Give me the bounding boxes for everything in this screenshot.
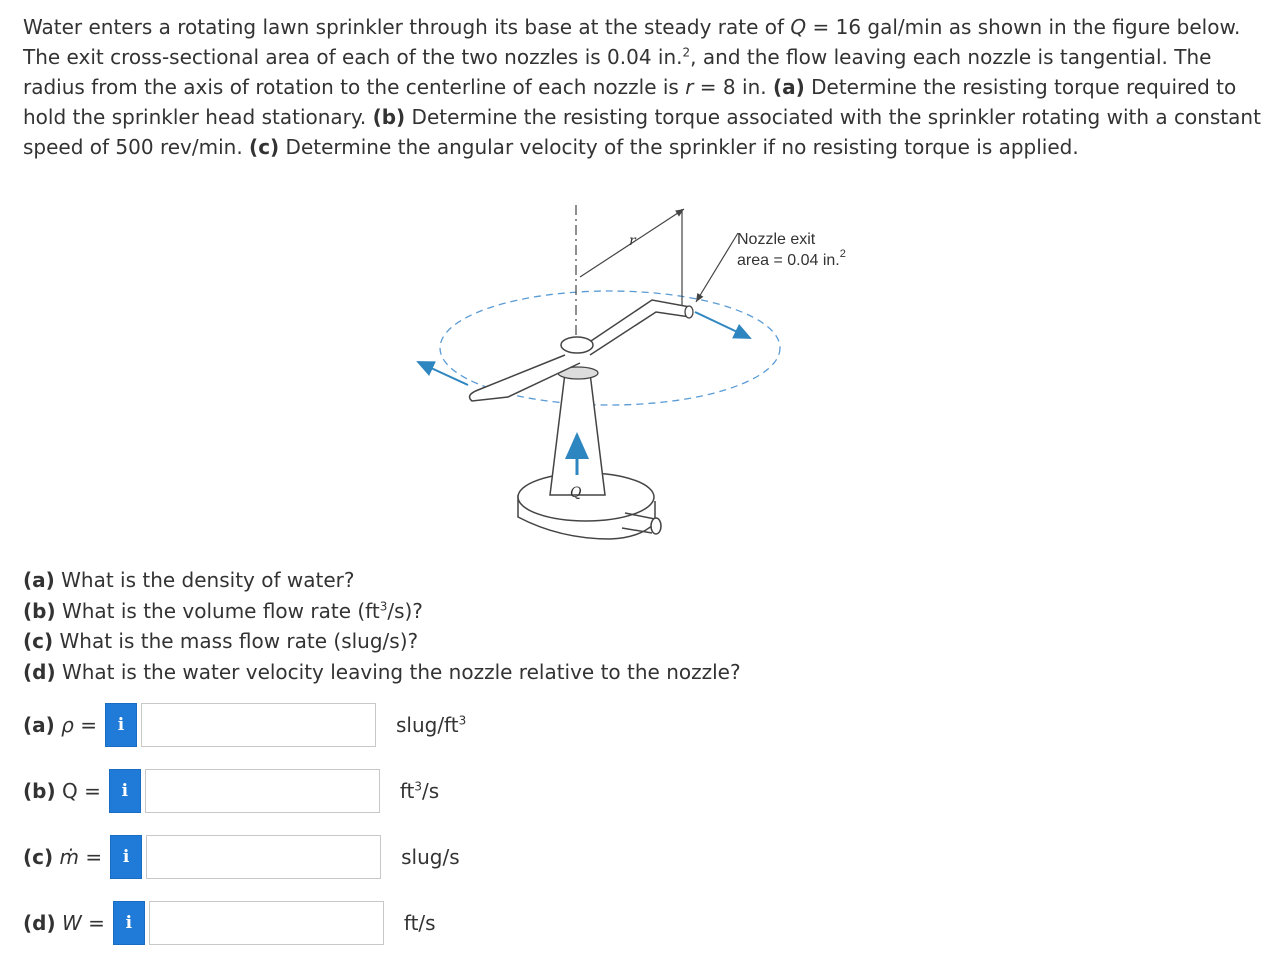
problem-text: Determine the angular velocity of the sprinkler if no resisting torque is applied. xyxy=(279,135,1079,159)
unit-c: slug/s xyxy=(401,845,460,869)
hose-inlet-end xyxy=(651,518,661,534)
part-b-tag: (b) xyxy=(372,105,406,129)
answer-label-b: (b) Q = xyxy=(23,779,101,803)
unit-d: ft/s xyxy=(403,911,436,935)
nozzle-callout-line2: area = 0.04 in.$^2$ xyxy=(737,248,846,269)
info-button-a[interactable]: i xyxy=(105,703,137,747)
problem-text: = 8 in. xyxy=(693,75,773,99)
problem-text: Water enters a rotating lawn sprinkler through its base at the steady rate of xyxy=(23,15,791,39)
sprinkler-hub xyxy=(561,337,593,353)
superscript: 2 xyxy=(682,45,691,60)
jet-arrow-right xyxy=(695,312,750,338)
problem-statement xyxy=(23,12,1263,162)
q-label: Q xyxy=(570,485,582,501)
nozzle-right xyxy=(685,306,693,318)
answer-label-a: (a) ρ = xyxy=(23,713,97,737)
question-a: (a) What is the density of water? xyxy=(23,568,355,592)
unit-a: slug/$ft^3$ xyxy=(395,713,467,737)
unit-b: $ft^3/s$ xyxy=(399,779,440,803)
jet-arrow-left xyxy=(418,362,468,385)
sprinkler-figure xyxy=(400,195,880,555)
info-button-c[interactable]: i xyxy=(110,835,142,879)
answer-label-d: (d) W = xyxy=(23,911,105,935)
answer-row-a xyxy=(23,703,466,747)
problem-text: = 16 gal/min as shown in the figure below. The exit cross-sectional area of each of the two nozzles is 0.04 in. xyxy=(23,15,1241,69)
info-button-b[interactable]: i xyxy=(109,769,141,813)
r-symbol: r xyxy=(685,75,694,99)
answer-row-d xyxy=(23,901,436,945)
sprinkler-arm-right xyxy=(585,300,690,355)
question-b: (b) What is the volume flow rate $(ft^3/s)$? xyxy=(23,598,423,623)
question-d: (d) What is the water velocity leaving the nozzle relative to the nozzle? xyxy=(23,659,741,684)
info-button-d[interactable]: i xyxy=(113,901,145,945)
nozzle-callout-line1: Nozzle exit xyxy=(737,231,816,248)
answer-row-b xyxy=(23,769,439,813)
problem-text: , and the flow leaving each nozzle is tangential. The radius from the axis of rotation to the centerline of each nozzle is xyxy=(23,45,1212,99)
question-list xyxy=(23,565,741,687)
question-c: (c) What is the mass flow rate (slug/s)? xyxy=(23,629,419,653)
density-input[interactable] xyxy=(141,703,376,747)
part-a-tag: (a) xyxy=(772,75,805,99)
nozzle-callout-line xyxy=(696,233,738,302)
r-label: r xyxy=(629,233,636,249)
answer-row-c xyxy=(23,835,460,879)
volume-flow-input[interactable] xyxy=(145,769,380,813)
sprinkler-stem xyxy=(550,373,605,495)
answer-label-c: (c) ṁ = xyxy=(23,845,103,869)
problem-text: Determine the resisting torque associated with the sprinkler rotating with a constant speed of 500 rev/min. xyxy=(23,105,1261,159)
q-symbol: Q xyxy=(790,15,807,39)
problem-text: Determine the resisting torque required to hold the sprinkler head stationary. xyxy=(23,75,1237,129)
mass-flow-input[interactable] xyxy=(146,835,381,879)
part-c-tag: (c) xyxy=(249,135,280,159)
velocity-input[interactable] xyxy=(149,901,384,945)
